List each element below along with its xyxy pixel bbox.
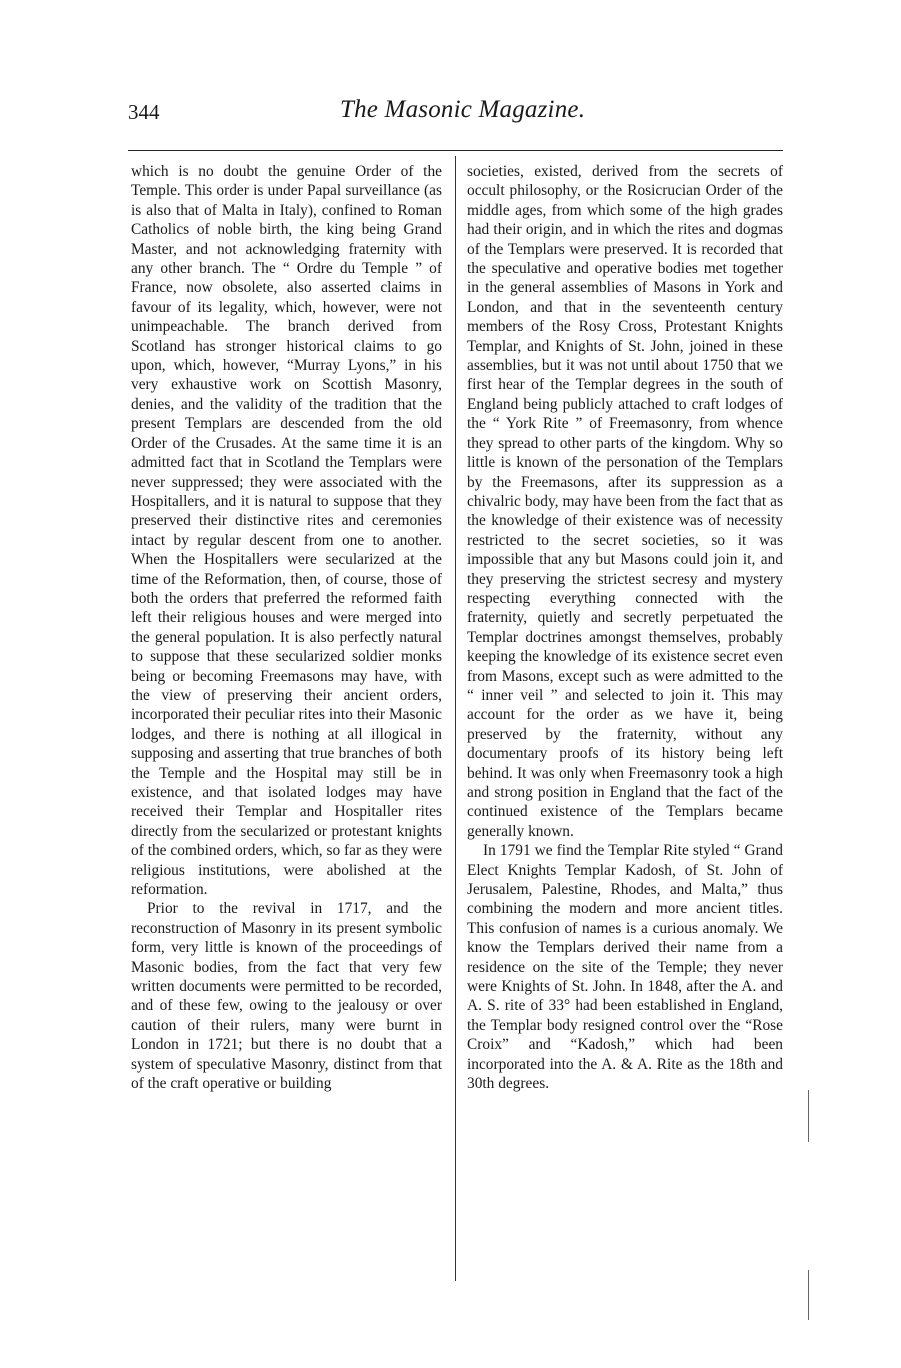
right-column (467, 162, 783, 1094)
paragraph: In 1791 we find the Templar Rite styled “ Grand Elect Knights Templar Kadosh, of St. John of Jerusalem, Palestine, Rhodes, and Malta,” thus combining the modern and more ancient titles. This confusion of names is a curious anomaly. We know the Templars derived their name from a residence on the site of the Temple; they never were Knights of St. John. In 1848, after the A. and A. S. rite of 33° had been established in England, the Templar body resigned control over the “Rose Croix” and “Kadosh,” which had been incorporated into the A. & A. Rite as the 18th and 30th degrees. (467, 842, 783, 1093)
left-column (131, 162, 442, 1094)
column-divider (455, 156, 456, 1281)
running-title: The Masonic Magazine. (340, 96, 586, 123)
margin-mark (808, 1090, 809, 1142)
paragraph: which is no doubt the genuine Order of the Temple. This order is under Papal surveillance (as is also that of Malta in Italy), confined to Roman Catholics of noble birth, the king being Grand Master, and not acknowledging fraternity with any other branch. The “ Ordre du Temple ” of France, now obsolete, also asserted claims in favour of its legality, which, however, were not unimpeachable. The branch derived from Scotland has stronger historical claims to go upon, which, however, “Murray Lyons,” in his very exhaustive work on Scottish Masonry, denies, and the validity of the tradition that the present Templars are descended from the old Order of the Crusades. At the same time it is an admitted fact that in Scotland the Templars were never suppressed; they were associated with the Hospitallers, and it is natural to suppose that they preserved their distinctive rites and ceremonies intact by regular descent from one to another. When the Hospitallers were secularized at the time of the Reformation, then, of course, those of both the orders that preferred the reformed faith left their religious houses and were merged into the general population. It is also perfectly natural to suppose that these secularized soldier monks being or becoming Freemasons may have, with the view of preserving their ancient orders, incorporated their peculiar rites into their Masonic lodges, and there is nothing at all illogical in supposing and asserting that true branches of both the Temple and the Hospital may still be in existence, and that isolated lodges may have received their Templar and Hospitaller rites directly from the secularized or protestant knights of the combined orders, which, so far as they were religious institutions, were abolished at the reformation. (131, 163, 442, 899)
paragraph: Prior to the revival in 1717, and the reconstruction of Masonry in its present symbolic form, very little is known of the proceedings of Masonic bodies, from the fact that very few written documents were permitted to be recorded, and of these few, owing to the jealousy or over caution of their rulers, many were burnt in London in 1721; but there is no doubt that a system of speculative Masonry, distinct from that of the craft operative or building (131, 900, 442, 1093)
margin-mark (808, 1270, 809, 1320)
paragraph: societies, existed, derived from the secrets of occult philosophy, or the Rosicrucian Order of the middle ages, from which some of the high grades had their origin, and in which the rites and dogmas of the Templars were preserved. It is recorded that the speculative and operative bodies met together in the general assemblies of Masons in York and London, and that in the seventeenth century members of the Rosy Cross, Protestant Knights Templar, and Knights of St. John, joined in these assemblies, but it was not until about 1750 that we first hear of the Templar degrees in the south of England being publicly attached to craft lodges of the “ York Rite ” of Freemasonry, from whence they spread to other parts of the kingdom. Why so little is known of the personation of the Templars by the Freemasons, after its suppression as a chivalric body, may have been from the fact that as the knowledge of their existence was of necessity restricted to the secret societies, so it was impossible that any but Masons could join it, and they preserving the strictest secresy and mystery respecting everything connected with the fraternity, quietly and secretly perpetuated the Templar doctrines amongst themselves, probably keeping the knowledge of its existence secret even from Masons, except such as were admitted to the “ inner veil ” and selected to join it. This may account for the order as we have it, being preserved by the fraternity, without any documentary proofs of its history being left behind. It was only when Freemasonry took a high and strong position in England that the fact of the continued existence of the Templars became generally known. (467, 163, 783, 840)
page-number: 344 (128, 100, 160, 124)
header-rule (128, 150, 783, 151)
